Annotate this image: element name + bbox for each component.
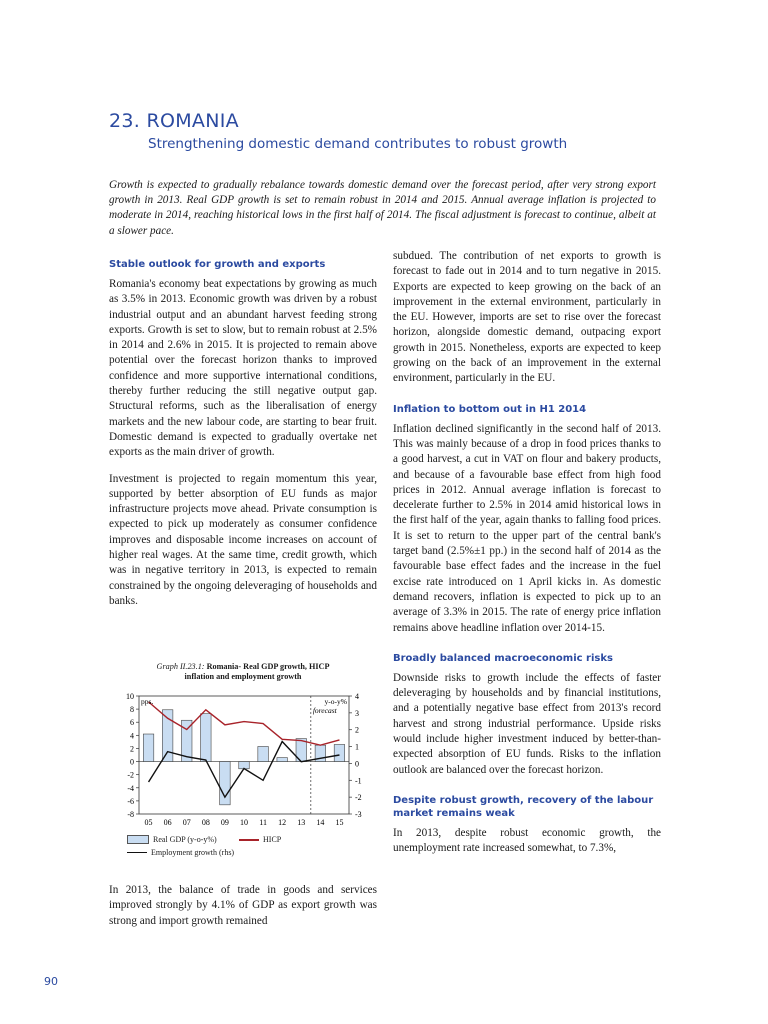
chart-svg xyxy=(109,688,377,828)
left-tick-label: 10 xyxy=(126,692,134,701)
x-tick-label: 07 xyxy=(182,818,191,827)
bar-gdp xyxy=(334,745,345,762)
left-tick-label: 0 xyxy=(130,757,134,767)
right-tick-label: -1 xyxy=(355,776,362,786)
left-tick-label: -8 xyxy=(127,810,134,819)
right-tick-label: 4 xyxy=(355,692,359,701)
paragraph-trade: In 2013, the balance of trade in goods and services improved strongly by 4.1% of GDP as export growth was strong and import growth remained xyxy=(109,884,377,927)
graph-title xyxy=(109,662,377,682)
legend-swatch-gdp xyxy=(127,835,149,844)
bar-gdp xyxy=(277,758,288,762)
x-tick-label: 11 xyxy=(259,818,267,827)
x-tick-label: 06 xyxy=(163,818,172,827)
x-tick-label: 12 xyxy=(278,818,287,827)
graph-figure xyxy=(109,662,377,872)
bar-gdp xyxy=(258,746,269,761)
left-tick-label: 6 xyxy=(130,718,134,728)
left-tick-label: -6 xyxy=(127,796,134,806)
x-tick-label: 14 xyxy=(316,818,325,827)
section-heading-labour: Despite robust growth, recovery of the labour market remains weak xyxy=(393,794,654,819)
legend-label-hicp: HICP xyxy=(263,835,282,844)
legend-item-gdp xyxy=(127,834,217,845)
right-tick-label: 0 xyxy=(355,759,359,769)
left-tick-label: -4 xyxy=(127,783,134,793)
right-column xyxy=(393,249,661,868)
legend-swatch-hicp xyxy=(239,839,259,841)
graph-number: Graph II.23.1: xyxy=(156,662,205,671)
bar-gdp xyxy=(143,734,154,762)
summary-paragraph: Growth is expected to gradually rebalance towards domestic demand over the forecast period, after very strong export growth in 2013. Real GDP growth is set to remain robust in 2014 and 2015. Annual average inflation is projected to moderate in 2014, reaching historical lows in the first half of 2014. The fiscal adjustment is forecast to continue, albeit at a slower pace. xyxy=(109,179,656,237)
left-tick-label: 2 xyxy=(130,744,134,754)
x-tick-label: 05 xyxy=(144,818,153,827)
left-axis-unit: pps. xyxy=(141,697,154,706)
page-number: 90 xyxy=(44,975,58,988)
legend-item-employment xyxy=(127,847,234,858)
section-heading-growth: Stable outlook for growth and exports xyxy=(109,259,326,270)
left-tick-label: 8 xyxy=(130,705,134,715)
paragraph-risks: Downside risks to growth include the effects of faster deleveraging by households and by financial institutions, and a potentially negative base effect from 2013's record harvest and strong industrial performance. Upside risks would include higher investment induced by better-than-expected absorption of EU funds. Risks to the inflation outlook are balanced over the forecast horizon. xyxy=(393,671,661,776)
paragraph-inflation: Inflation declined significantly in the second half of 2013. This was mainly because of a drop in food prices thanks to a good harvest, a cut in VAT on flour and bakery products, and because of a favourable base effect from high food prices in 2012. Annual average inflation is forecast to decelerate further to 2.5% in 2014 amid historical lows in the first half of the year, again thanks to falling food prices. It is set to return to the upper part of the central bank's target band (2.5%±1 pp.) in the second half of 2014 as the favourable base effect fades and the increase in the fuel excise rate introduced on 1 April kicks in. As domestic demand recovers, inflation is expected to pick up to an average of 3.3% in 2015. The rate of energy price inflation remains above headline inflation over 2014-15. xyxy=(393,422,661,634)
bar-gdp xyxy=(201,714,212,762)
x-tick-label: 10 xyxy=(240,818,248,827)
left-column xyxy=(109,258,377,620)
left-tick-label: -2 xyxy=(127,770,134,780)
paragraph-exports: subdued. The contribution of net exports to growth is forecast to fade out in 2014 and to turn negative in 2015. Exports are expected to keep growing on the back of an improvement in the external environment, particularly in the EU. However, imports are set to rise over the forecast horizon, alongside domestic demand, outpacing export growth in 2015. Nonetheless, exports are expected to keep growing on the back of an improvement in the external environment, particularly in the EU. xyxy=(393,250,661,385)
section-heading-inflation: Inflation to bottom out in H1 2014 xyxy=(393,403,587,415)
section-heading-risks: Broadly balanced macroeconomic risks xyxy=(393,652,613,664)
paragraph-growth: Romania's economy beat expectations by growing as much as 3.5% in 2013. Economic growth was driven by a robust industrial output and an abundant harvest feeding strong exports. Growth is set to slow, but to remain robust at 2.5% in 2014 and 2.6% in 2015. It is projected to remain above potential over the forecast horizon thanks to improved confidence and more supportive international conditions, thereby further reducing the still negative output gap. Structural reforms, such as the liberalisation of energy markets and the new labour code, are starting to bear fruit. Domestic demand is expected to gradually overtake net exports as the main driver of growth. xyxy=(109,278,377,459)
x-tick-label: 13 xyxy=(297,818,306,827)
right-tick-label: 1 xyxy=(355,742,359,752)
right-tick-label: 2 xyxy=(355,725,359,735)
right-tick-label: 3 xyxy=(355,708,359,718)
graph-title-line1: Romania- Real GDP growth, HICP xyxy=(206,662,330,671)
x-tick-label: 15 xyxy=(335,818,344,827)
paragraph-labour: In 2013, despite robust economic growth, the unemployment rate increased somewhat, to 7.3%, xyxy=(393,826,661,855)
forecast-label: forecast xyxy=(312,706,337,715)
legend-label-employment: Employment growth (rhs) xyxy=(151,848,235,857)
legend-item-hicp xyxy=(239,834,281,845)
graph-title-line2: inflation and employment growth xyxy=(184,672,302,681)
page-subtitle: Strengthening domestic demand contributes to robust growth xyxy=(148,136,568,152)
x-tick-label: 08 xyxy=(201,818,210,827)
page-title: 23. ROMANIA xyxy=(109,110,239,132)
legend-label-gdp: Real GDP (y-o-y%) xyxy=(153,835,217,844)
x-tick-label: 09 xyxy=(220,818,229,827)
right-tick-label: -2 xyxy=(355,793,362,803)
legend-swatch-employment xyxy=(127,852,147,854)
paragraph-investment: Investment is projected to regain momentum this year, supported by better absorption of EU funds as major infrastructure projects move ahead. Private consumption is expected to pick up moderately as consumer confidence improves and disposable income increases on account of higher real wages. At the same time, credit growth, which was in negative territory in 2013, is expected to remain constrained by the ongoing deleveraging of households and banks. xyxy=(109,472,377,607)
right-tick-label: -3 xyxy=(355,810,362,819)
right-axis-unit: y-o-y% xyxy=(324,697,347,706)
left-tick-label: 4 xyxy=(130,731,134,741)
